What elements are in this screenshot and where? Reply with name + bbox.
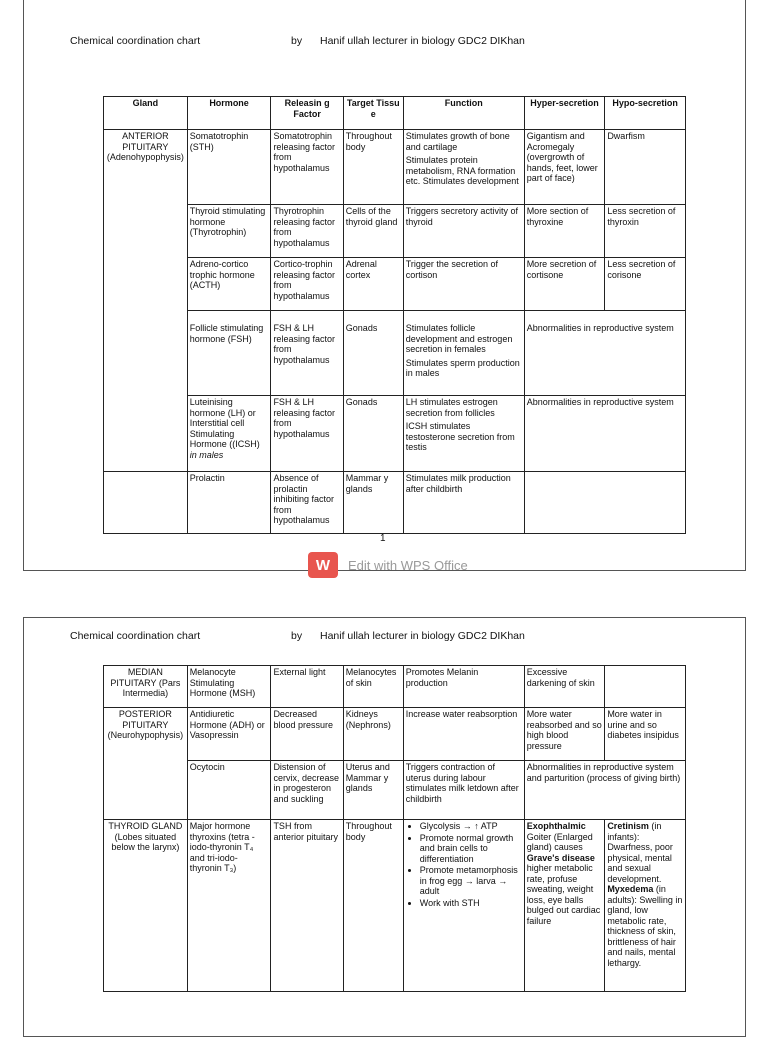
releasing-cell: Cortico-trophin releasing factor from hypothalamus	[271, 258, 343, 311]
table-row	[104, 820, 686, 992]
function-cell	[403, 311, 524, 396]
function-text: ICSH stimulates testosterone secretion from testis	[405, 421, 515, 452]
wps-watermark[interactable]	[308, 552, 468, 578]
function-text: Stimulates follicle development and estrogen secretion in females	[405, 323, 513, 354]
hormone-cell: Melanocyte Stimulating Hormone (MSH)	[187, 666, 271, 708]
hyper-cell: Gigantism and Acromegaly (overgrowth of hands, feet, lower part of face)	[524, 130, 605, 205]
target-cell: Mammar y glands	[343, 472, 403, 534]
table-row	[104, 396, 686, 472]
target-cell: Cells of the thyroid gland	[343, 205, 403, 258]
hyper-hypo-cell	[524, 472, 685, 534]
target-cell: Kidneys (Nephrons)	[343, 708, 403, 761]
page-number: 1	[380, 533, 386, 544]
header-author: Hanif ullah lecturer in biology GDC2 DIKhan	[320, 630, 525, 642]
target-cell: Adrenal cortex	[343, 258, 403, 311]
releasing-cell: Decreased blood pressure	[271, 708, 343, 761]
table-row	[104, 130, 686, 205]
releasing-cell: TSH from anterior pituitary	[271, 820, 343, 992]
function-cell	[403, 820, 524, 992]
hyper-text: Goiter (Enlarged gland) causes	[526, 831, 593, 852]
releasing-cell: Distension of cervix, decrease in progesteron and suckling	[271, 761, 343, 820]
hormone-cell: Ocytocin	[187, 761, 271, 820]
hyper-cell: More section of thyroxine	[524, 205, 605, 258]
wps-logo-icon: W	[308, 552, 338, 578]
function-cell	[403, 130, 524, 205]
function-cell: Triggers secretory activity of thyroid	[403, 205, 524, 258]
header-title: Chemical coordination chart	[70, 630, 201, 642]
hormone-note: in males	[189, 449, 224, 460]
hormone-table-page-2	[103, 665, 686, 992]
hyper-cell: More water reabsorbed and so high blood pressure	[524, 708, 605, 761]
releasing-cell: Thyrotrophin releasing factor from hypothalamus	[271, 205, 343, 258]
hormone-cell: Major hormone thyroxins (tetra - iodo-thyronin T₄ and tri-iodo-thyronin T₃)	[187, 820, 271, 992]
hypo-term: Myxedema	[607, 884, 654, 894]
function-text: Stimulates protein metabolism, RNA formation etc. Stimulates development	[405, 155, 519, 186]
target-cell: Uterus and Mammar y glands	[343, 761, 403, 820]
hormone-cell: Antidiuretic Hormone (ADH) or Vasopressin	[187, 708, 271, 761]
table-header-row	[104, 97, 686, 130]
releasing-cell: FSH & LH releasing factor from hypothalamus	[271, 311, 343, 396]
function-cell: Stimulates milk production after childbirth	[403, 472, 524, 534]
function-list	[406, 821, 522, 908]
hypo-cell	[605, 820, 686, 992]
table-row	[104, 311, 686, 396]
hypo-cell: More water in urine and so diabetes insipidus	[605, 708, 686, 761]
column-header-gland: Gland	[104, 97, 188, 130]
table-row	[104, 708, 686, 761]
hyper-term: Exophthalmic	[526, 821, 586, 831]
hormone-cell: Follicle stimulating hormone (FSH)	[187, 311, 271, 396]
function-cell: Trigger the secretion of cortison	[403, 258, 524, 311]
column-header-hypo-secretion: Hypo-secretion	[605, 97, 686, 130]
table-row	[104, 472, 686, 534]
hormone-cell	[187, 396, 271, 472]
gland-cell: ANTERIOR PITUITARY (Adenohypophysis)	[104, 130, 188, 472]
hypo-text: (in infants): Dwarfness, poor physical, mental and sexual development.	[607, 821, 673, 884]
header-author: Hanif ullah lecturer in biology GDC2 DIKhan	[320, 35, 525, 47]
table-row	[104, 258, 686, 311]
header-by: by	[291, 630, 303, 642]
target-cell: Throughout body	[343, 130, 403, 205]
hypo-term: Cretinism	[607, 821, 649, 831]
function-list-item: • Promote normal growth and brain cells to differentiation	[420, 833, 522, 865]
releasing-cell: Somatotrophin releasing factor from hypothalamus	[271, 130, 343, 205]
gland-cell: POSTERIOR PITUITARY (Neurohypophysis)	[104, 708, 188, 820]
table-row	[104, 761, 686, 820]
hyper-cell: More secretion of cortisone	[524, 258, 605, 311]
hyper-term: Grave's disease	[526, 852, 595, 863]
hormone-cell: Thyroid stimulating hormone (Thyrotrophin)	[187, 205, 271, 258]
header-title: Chemical coordination chart	[70, 35, 201, 47]
header-by: by	[291, 35, 303, 47]
table-row	[104, 205, 686, 258]
wps-edit-link[interactable]: Edit with WPS Office	[348, 557, 468, 573]
hyper-hypo-cell: Abnormalities in reproductive system and parturition (process of giving birth)	[524, 761, 685, 820]
hyper-text: higher metabolic rate, profuse sweating, weight loss, eye balls bulged out cardiac failure	[526, 863, 601, 926]
function-list-item: • Glycolysis → ↑ ATP	[420, 821, 522, 832]
function-text: LH stimulates estrogen secretion from follicles	[405, 397, 498, 418]
hypo-cell	[605, 666, 686, 708]
hormone-table-page-1	[103, 96, 686, 534]
column-header-function: Function	[403, 97, 524, 130]
document-page-2	[23, 617, 746, 1037]
function-cell	[403, 396, 524, 472]
column-header-hyper-secretion: Hyper-secretion	[524, 97, 605, 130]
function-list-item: • Promote metamorphosis in frog egg → larva → adult	[420, 865, 522, 897]
hypo-cell: Dwarfism	[605, 130, 686, 205]
function-cell: Increase water reabsorption	[403, 708, 524, 761]
hypo-cell: Less secretion of corisone	[605, 258, 686, 311]
hormone-cell: Somatotrophin (STH)	[187, 130, 271, 205]
document-page-1	[23, 0, 746, 574]
hormone-cell: Prolactin	[187, 472, 271, 534]
hyper-cell	[524, 820, 605, 992]
target-cell: Gonads	[343, 311, 403, 396]
hormone-text: Luteinising hormone (LH) or Interstitial cell Stimulating Hormone ((ICSH)	[189, 397, 260, 449]
column-header-target-tissue: Target Tissu e	[343, 97, 403, 130]
hypo-text: (in adults): Swelling in gland, low metabolic rate, thickness of skin, brittleness of hair and nails, mental lethargy.	[607, 884, 683, 968]
page-header	[70, 630, 525, 642]
releasing-cell: External light	[271, 666, 343, 708]
hyper-hypo-cell: Abnormalities in reproductive system	[524, 396, 685, 472]
target-cell: Gonads	[343, 396, 403, 472]
function-list-item: • Work with STH	[420, 898, 522, 909]
hormone-cell: Adreno-cortico trophic hormone (ACTH)	[187, 258, 271, 311]
target-cell: Throughout body	[343, 820, 403, 992]
page-header	[70, 35, 525, 47]
function-cell: Promotes Melanin production	[403, 666, 524, 708]
hyper-hypo-cell: Abnormalities in reproductive system	[524, 311, 685, 396]
hyper-cell: Excessive darkening of skin	[524, 666, 605, 708]
hypo-cell: Less secretion of thyroxin	[605, 205, 686, 258]
function-cell: Triggers contraction of uterus during labour stimulates milk letdown after childbirth	[403, 761, 524, 820]
function-text: Stimulates sperm production in males	[405, 357, 520, 378]
target-cell: Melanocytes of skin	[343, 666, 403, 708]
function-text: Stimulates growth of bone and cartilage	[405, 131, 510, 152]
column-header-hormone: Hormone	[187, 97, 271, 130]
releasing-cell: FSH & LH releasing factor from hypothalamus	[271, 396, 343, 472]
table-row	[104, 666, 686, 708]
column-header-releasing-factor: Releasin g Factor	[271, 97, 343, 130]
releasing-cell: Absence of prolactin inhibiting factor from hypothalamus	[271, 472, 343, 534]
gland-cell: MEDIAN PITUITARY (Pars Intermedia)	[104, 666, 188, 708]
gland-cell: THYROID GLAND (Lobes situated below the larynx)	[104, 820, 188, 992]
gland-cell-empty	[104, 472, 188, 534]
